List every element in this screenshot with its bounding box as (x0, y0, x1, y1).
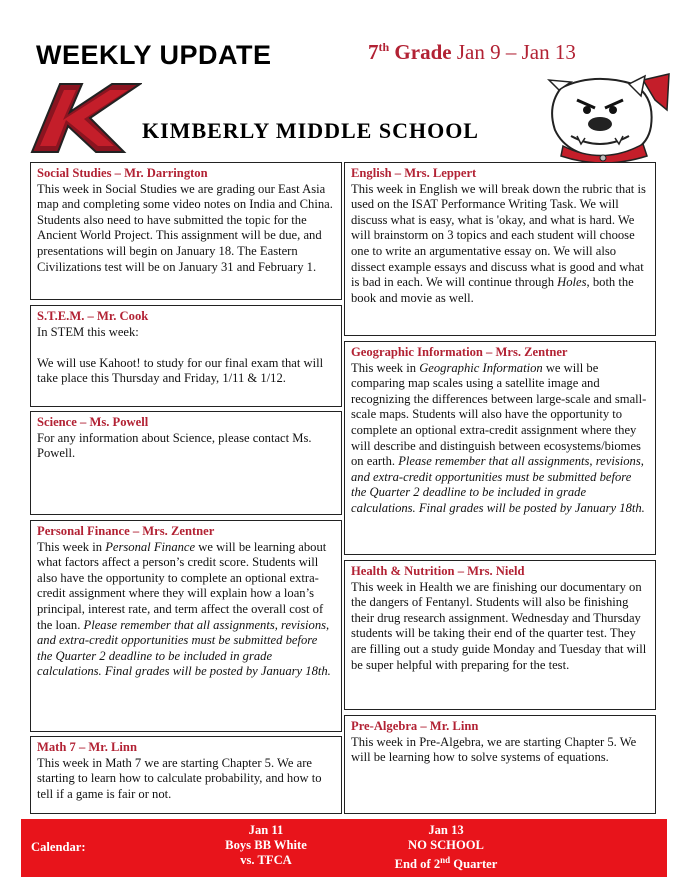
english-body (351, 182, 649, 307)
geographic-reminder: Please remember that all assignments, revisions, and extra-credit opportunities must be submitted before the Quarter 2 deadline to be included in grade calculations. Final grades will be posted by January 18th. (351, 454, 645, 515)
kimberly-k-logo-icon (30, 82, 142, 154)
personal-finance-body (37, 540, 335, 680)
calendar-event-line: vs. TFCA (240, 853, 292, 867)
prealgebra-heading: Pre-Algebra – Mr. Linn (351, 719, 479, 733)
personal-finance-heading: Personal Finance – Mrs. Zentner (37, 524, 215, 538)
stem-intro: In STEM this week: (37, 324, 139, 339)
calendar-event-line: Boys BB White (225, 838, 307, 852)
math7-box (30, 736, 342, 814)
calendar-event-line: NO SCHOOL (408, 838, 484, 852)
calendar-event-text: Quarter (450, 857, 498, 872)
geographic-course-name: Geographic Information (419, 360, 543, 375)
calendar-event-text: End of 2 (394, 857, 441, 872)
english-text-cont: , both the book and movie as well. (351, 275, 634, 305)
grade-suffix: th (378, 40, 390, 54)
calendar-event-date: Jan 11 (248, 823, 284, 837)
health-body: This week in Health we are finishing our documentary on the dangers of Fentanyl. Students will also be finishing their drug research assignment. Wednesday and Thursday students will be taking their end of the quarter test. They are filling out a study guide Monday and Tuesday that will be super helpful with preparing for the test. (351, 579, 647, 672)
calendar-event-ordinal: nd (440, 855, 451, 865)
calendar-event-line (376, 853, 516, 872)
geographic-box (344, 341, 656, 555)
calendar-event (206, 823, 326, 868)
math7-heading: Math 7 – Mr. Linn (37, 740, 137, 754)
social-studies-body: This week in Social Studies we are grading our East Asia map and completing some video notes on India and China. Students also need to have submitted the topic for the Ancient World Project. This assignment will be due, and presentations will begin on January 18. The Eastern Civilizations test will be on January 31 and February 1. (37, 181, 333, 274)
bulldog-mascot-icon (543, 70, 673, 162)
calendar-event (376, 823, 516, 872)
stem-heading: S.T.E.M. – Mr. Cook (37, 309, 149, 323)
grade-and-dates (368, 40, 576, 65)
school-name: KIMBERLY MIDDLE SCHOOL (142, 118, 479, 143)
stem-body: We will use Kahoot! to study for our final exam that will take place this Thursday and Friday, 1/11 & 1/12. (37, 355, 324, 386)
health-heading: Health & Nutrition – Mrs. Nield (351, 564, 525, 578)
social-studies-box (30, 162, 342, 300)
personal-finance-reminder: Please remember that all assignments, revisions, and extra-credit opportunities must be submitted before the Quarter 2 deadline to be included in grade calculations. Final grades will be posted by January 18th. (37, 617, 331, 679)
english-book-title: Holes (557, 275, 587, 290)
english-text: This week in English we will break down the rubric that is used on the ISAT Performance Writing Task. We will discuss what is easy, what is 'okay, and what is hard. We will brainstorm on 3 topics and each student will choose one to write an argumentative essay on. We will also dissect example essays and discuss what is good and what is bad in each. We will continue through (351, 181, 646, 290)
calendar-bar (21, 819, 667, 877)
science-heading: Science – Ms. Powell (37, 415, 149, 429)
calendar-label: Calendar: (31, 840, 86, 854)
prealgebra-box (344, 715, 656, 814)
english-box (344, 162, 656, 336)
prealgebra-body: This week in Pre-Algebra, we are starting Chapter 5. We will be learning how to solve systems of equations. (351, 734, 637, 765)
health-box (344, 560, 656, 710)
english-heading: English – Mrs. Leppert (351, 166, 477, 180)
geographic-text-cont: we will be comparing map scales using a satellite image and recognizing the differences between large-scale and small-scale maps. Students will also have the opportunity to complete an optional extra-credit assignment where they will describe and distinguish between ecosystems/biomes on earth. (351, 360, 647, 469)
social-studies-heading: Social Studies – Mr. Darrington (37, 166, 208, 180)
grade-number: 7 (368, 40, 379, 64)
personal-finance-course-name: Personal Finance (105, 539, 196, 554)
geographic-heading: Geographic Information – Mrs. Zentner (351, 345, 568, 359)
math7-body: This week in Math 7 we are starting Chapter 5. We are starting to learn how to calculate probability, and how to tell if a game is fair or not. (37, 755, 322, 801)
newsletter-title: WEEKLY UPDATE (36, 40, 272, 70)
geographic-body (351, 361, 649, 517)
science-box (30, 411, 342, 515)
personal-finance-box (30, 520, 342, 732)
personal-finance-text-cont: we will be learning about what factors affect a person’s credit score. Students will also have the opportunity to complete an optional extra-credit assignment where they will explain how a loan’s principal, interest rate, and term affect the overall cost of the loan. (37, 539, 327, 632)
calendar-event-date: Jan 13 (428, 823, 464, 837)
stem-box (30, 305, 342, 407)
geographic-text: This week in (351, 360, 420, 375)
grade-word: Grade (394, 40, 452, 64)
science-body: For any information about Science, please contact Ms. Powell. (37, 430, 312, 461)
personal-finance-text: This week in (37, 539, 106, 554)
week-dates: Jan 9 – Jan 13 (456, 40, 576, 64)
